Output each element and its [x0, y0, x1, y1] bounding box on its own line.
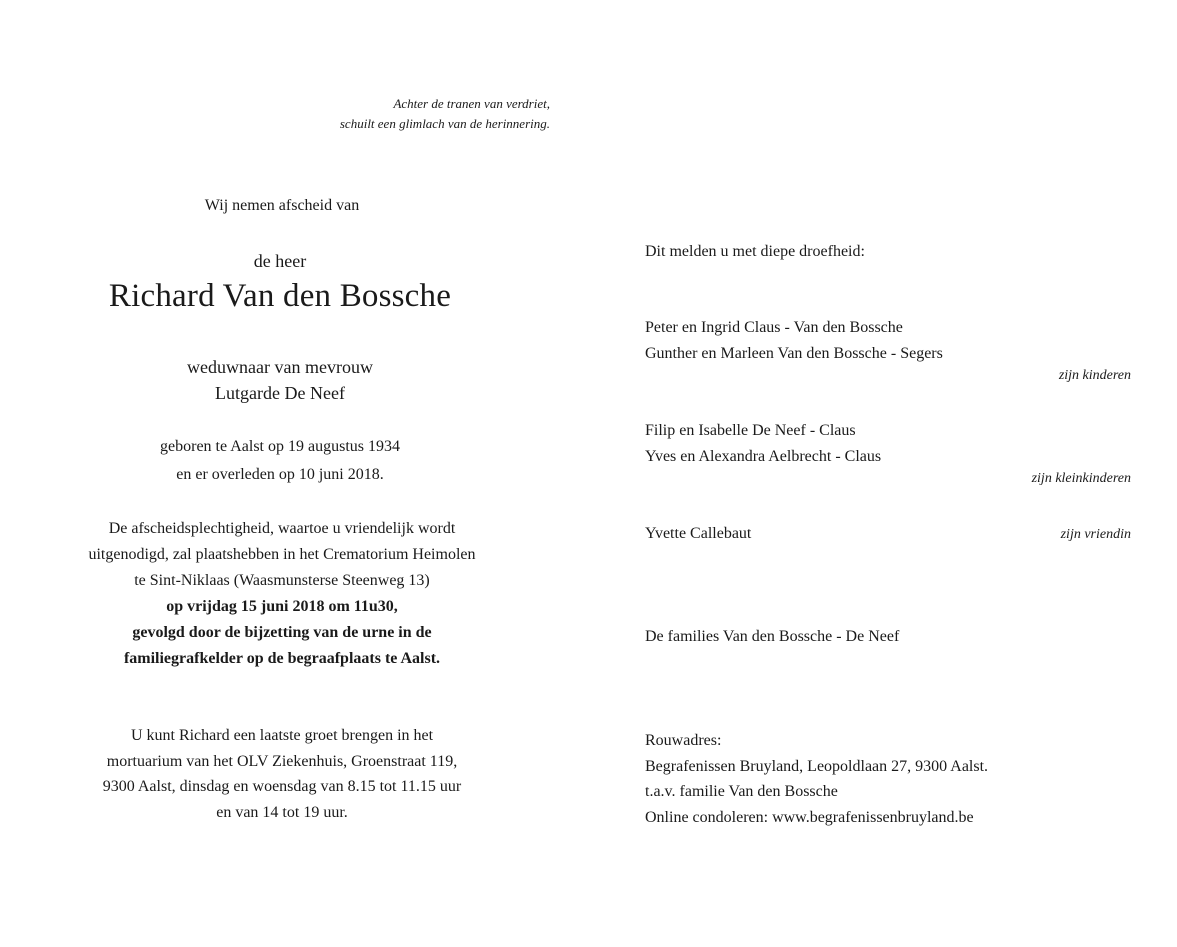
children-label: zijn kinderen	[1058, 368, 1131, 383]
ceremony-urn: gevolgd door de bijzetting van de urne in de	[132, 624, 432, 641]
address-line-1: Begrafenissen Bruyland, Leopoldlaan 27, 9300 Aalst.	[645, 757, 989, 775]
friend-name: Yvette Callebaut	[645, 525, 752, 542]
visitation-block	[42, 723, 522, 825]
families-line: De families Van den Bossche - De Neef	[645, 628, 900, 645]
grandchildren-label: zijn kleinkinderen	[1031, 471, 1131, 486]
friend-label: zijn vriendin	[1060, 527, 1131, 542]
death-line: en er overleden op 10 juni 2018.	[176, 466, 384, 483]
quote-line-2: schuilt een glimlach van de herinnering.	[339, 116, 550, 131]
children-block	[645, 315, 1131, 386]
dates-block	[40, 433, 520, 489]
child-line-2: Gunther en Marleen Van den Bossche - Segers	[645, 344, 943, 362]
friend-row	[645, 521, 1131, 547]
ceremony-date: op vrijdag 15 juni 2018 om 11u30,	[166, 598, 398, 615]
grandchild-line-1: Filip en Isabelle De Neef - Claus	[645, 422, 856, 439]
visitation-line-4: en van 14 tot 19 uur.	[216, 803, 348, 821]
deceased-title: de heer	[253, 251, 307, 271]
grandchild-line-2: Yves en Alexandra Aelbrecht - Claus	[645, 447, 882, 465]
visitation-line-2: mortuarium van het OLV Ziekenhuis, Groenstraat 119,	[106, 752, 458, 770]
grandchildren-block	[645, 418, 1131, 489]
quote	[250, 94, 550, 134]
widow-block	[40, 354, 520, 406]
ceremony-line-1: De afscheidsplechtigheid, waartoe u vriendelijk wordt	[108, 520, 456, 537]
family-heading: Dit melden u met diepe droefheid:	[645, 243, 865, 260]
address-heading: Rouwadres:	[645, 732, 722, 749]
ceremony-line-2: uitgenodigd, zal plaatshebben in het Crematorium Heimolen	[88, 546, 476, 563]
widow-line-2: Lutgarde De Neef	[215, 383, 345, 403]
address-condolence: Online condoleren: www.begrafenissenbruyland.be	[645, 808, 974, 826]
address-line-2: t.a.v. familie Van den Bossche	[645, 783, 838, 800]
child-line-1: Peter en Ingrid Claus - Van den Bossche	[645, 319, 903, 336]
intro-text: Wij nemen afscheid van	[204, 197, 360, 214]
address-block	[645, 728, 1131, 830]
quote-line-1: Achter de tranen van verdriet,	[393, 96, 550, 111]
birth-line: geboren te Aalst op 19 augustus 1934	[160, 438, 400, 455]
ceremony-block	[42, 516, 522, 672]
visitation-line-1: U kunt Richard een laatste groet brengen in het	[130, 727, 434, 744]
widow-line-1: weduwnaar van mevrouw	[187, 357, 373, 377]
ceremony-location: familiegrafkelder op de begraafplaats te Aalst.	[123, 650, 441, 667]
deceased-name: Richard Van den Bossche	[108, 278, 452, 314]
ceremony-line-3: te Sint-Niklaas (Waasmunsterse Steenweg 13)	[134, 572, 430, 589]
visitation-line-3: 9300 Aalst, dinsdag en woensdag van 8.15 tot 11.15 uur	[102, 778, 462, 795]
